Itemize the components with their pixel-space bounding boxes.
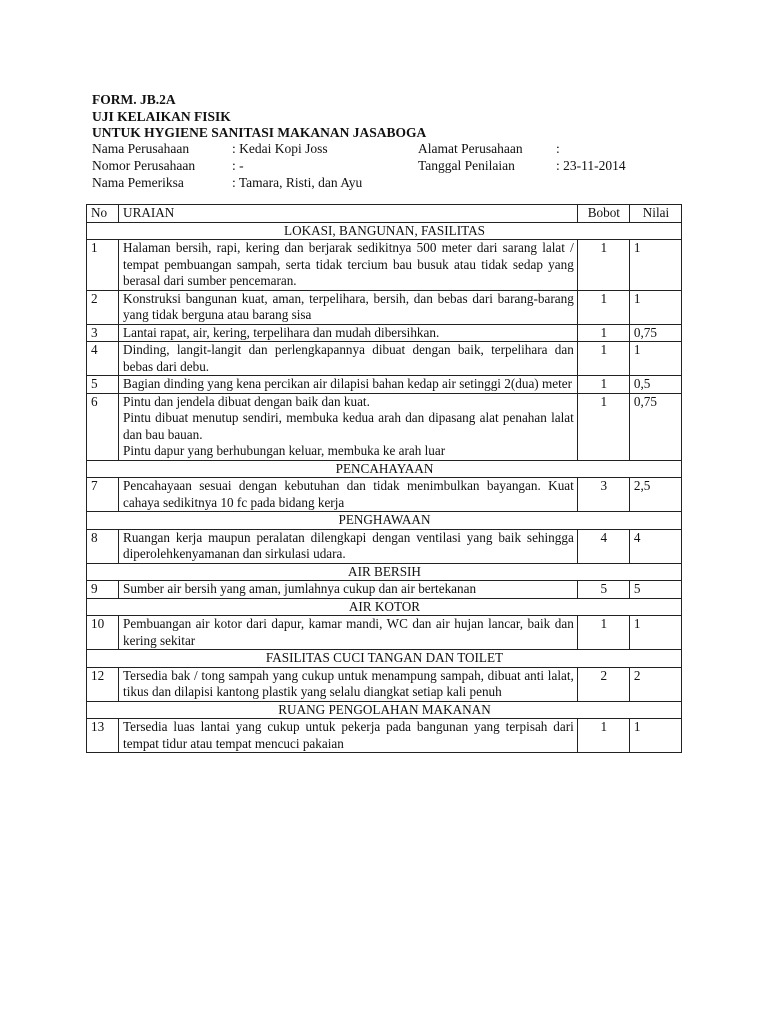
row-nilai: 0,5 (629, 376, 681, 394)
table-header-row (87, 205, 682, 223)
row-no: 6 (87, 393, 119, 460)
row-bobot: 1 (577, 240, 629, 291)
row-nilai: 1 (629, 240, 681, 291)
section-header-row (87, 650, 682, 668)
row-nilai: 2 (629, 667, 681, 701)
row-no: 8 (87, 529, 119, 563)
form-title: UJI KELAIKAN FISIK (92, 109, 231, 124)
tanggal-penilaian-label: Tanggal Penilaian (418, 158, 515, 173)
row-nilai: 4 (629, 529, 681, 563)
row-bobot: 1 (577, 324, 629, 342)
table-row (87, 478, 682, 512)
table-row (87, 616, 682, 650)
row-bobot: 3 (577, 478, 629, 512)
row-bobot: 1 (577, 616, 629, 650)
section-title: PENGHAWAAN (87, 512, 682, 530)
section-header-row (87, 222, 682, 240)
table-row (87, 393, 682, 460)
row-nilai: 1 (629, 290, 681, 324)
assessment-table (86, 204, 682, 753)
row-bobot: 4 (577, 529, 629, 563)
table-row (87, 324, 682, 342)
row-bobot: 1 (577, 290, 629, 324)
row-nilai: 1 (629, 719, 681, 753)
row-uraian: Sumber air bersih yang aman, jumlahnya cukup dan air bertekanan (119, 581, 578, 599)
nama-perusahaan-label: Nama Perusahaan (92, 141, 190, 156)
row-no: 3 (87, 324, 119, 342)
row-nilai: 5 (629, 581, 681, 599)
row-uraian: Tersedia luas lantai yang cukup untuk pekerja pada bangunan yang terpisah dari tempat tidur atau tempat mencuci pakaian (119, 719, 578, 753)
row-bobot: 1 (577, 393, 629, 460)
nomor-perusahaan-label: Nomor Perusahaan (92, 158, 196, 173)
table-row (87, 529, 682, 563)
table-row (87, 667, 682, 701)
column-header-no: No (87, 205, 119, 223)
section-header-row (87, 512, 682, 530)
section-header-row (87, 563, 682, 581)
section-title: AIR BERSIH (87, 563, 682, 581)
row-uraian (119, 393, 578, 460)
row-uraian: Pencahayaan sesuai dengan kebutuhan dan tidak menimbulkan bayangan. Kuat cahaya sedikitnya 10 fc pada bidang kerja (119, 478, 578, 512)
row-uraian: Konstruksi bangunan kuat, aman, terpelihara, bersih, dan bebas dari barang-barang yang tidak berguna atau barang sisa (119, 290, 578, 324)
nama-perusahaan-value: : Kedai Kopi Joss (232, 141, 328, 156)
row-bobot: 1 (577, 376, 629, 394)
row-no: 13 (87, 719, 119, 753)
row-no: 5 (87, 376, 119, 394)
row-no: 7 (87, 478, 119, 512)
row-uraian: Pembuangan air kotor dari dapur, kamar mandi, WC dan air hujan lancar, baik dan kering sekitar (119, 616, 578, 650)
section-title: AIR KOTOR (87, 598, 682, 616)
row-nilai: 0,75 (629, 393, 681, 460)
column-header-uraian: URAIAN (119, 205, 578, 223)
row-uraian: Ruangan kerja maupun peralatan dilengkapi dengan ventilasi yang baik sehingga diperolehkenyamanan dan sirkulasi udara. (119, 529, 578, 563)
table-row (87, 376, 682, 394)
table-row (87, 719, 682, 753)
row-nilai: 2,5 (629, 478, 681, 512)
row-no: 12 (87, 667, 119, 701)
alamat-perusahaan-label: Alamat Perusahaan (418, 141, 523, 156)
row-bobot: 1 (577, 342, 629, 376)
row-no: 9 (87, 581, 119, 599)
section-title: PENCAHAYAAN (87, 460, 682, 478)
section-title: RUANG PENGOLAHAN MAKANAN (87, 701, 682, 719)
row-uraian: Tersedia bak / tong sampah yang cukup untuk menampung sampah, dibuat anti lalat, tikus dan dilapisi kantong plastik yang selalu diangkat setiap kali penuh (119, 667, 578, 701)
alamat-perusahaan-value: : (556, 141, 560, 156)
tanggal-penilaian-value: : 23-11-2014 (556, 158, 626, 173)
column-header-bobot: Bobot (577, 205, 629, 223)
row-no: 10 (87, 616, 119, 650)
section-title: FASILITAS CUCI TANGAN DAN TOILET (87, 650, 682, 668)
table-row (87, 240, 682, 291)
row-uraian: Lantai rapat, air, kering, terpelihara dan mudah dibersihkan. (119, 324, 578, 342)
row-no: 4 (87, 342, 119, 376)
row-nilai: 0,75 (629, 324, 681, 342)
nomor-perusahaan-value: : - (232, 158, 244, 173)
row-bobot: 1 (577, 719, 629, 753)
section-header-row (87, 460, 682, 478)
row-uraian-line: Pintu dapur yang berhubungan keluar, membuka ke arah luar (123, 443, 446, 458)
table-row (87, 581, 682, 599)
row-uraian-line: Pintu dan jendela dibuat dengan baik dan kuat. (123, 393, 370, 409)
row-uraian: Dinding, langit-langit dan perlengkapannya dibuat dengan baik, terpelihara dan bebas dari debu. (119, 342, 578, 376)
row-bobot: 2 (577, 667, 629, 701)
section-title: LOKASI, BANGUNAN, FASILITAS (87, 222, 682, 240)
row-bobot: 5 (577, 581, 629, 599)
table-row (87, 342, 682, 376)
nama-pemeriksa-label: Nama Pemeriksa (92, 175, 184, 190)
row-uraian: Halaman bersih, rapi, kering dan berjarak sedikitnya 500 meter dari sarang lalat / tempat pembuangan sampah, serta tidak tercium bau busuk atau tidak sedap yang berasal dari sumber pencemaran. (119, 240, 578, 291)
row-nilai: 1 (629, 616, 681, 650)
row-uraian: Bagian dinding yang kena percikan air dilapisi bahan kedap air setinggi 2(dua) meter (119, 376, 578, 394)
row-no: 1 (87, 240, 119, 291)
row-nilai: 1 (629, 342, 681, 376)
column-header-nilai: Nilai (629, 205, 681, 223)
form-code: FORM. JB.2A (92, 92, 176, 107)
section-header-row (87, 598, 682, 616)
section-header-row (87, 701, 682, 719)
nama-pemeriksa-value: : Tamara, Risti, dan Ayu (232, 175, 363, 190)
table-row (87, 290, 682, 324)
row-uraian-line: Pintu dibuat menutup sendiri, membuka kedua arah dan dipasang alat penahan lalat dan bau bauan. (123, 410, 574, 442)
form-subtitle: UNTUK HYGIENE SANITASI MAKANAN JASABOGA (92, 125, 427, 140)
row-no: 2 (87, 290, 119, 324)
